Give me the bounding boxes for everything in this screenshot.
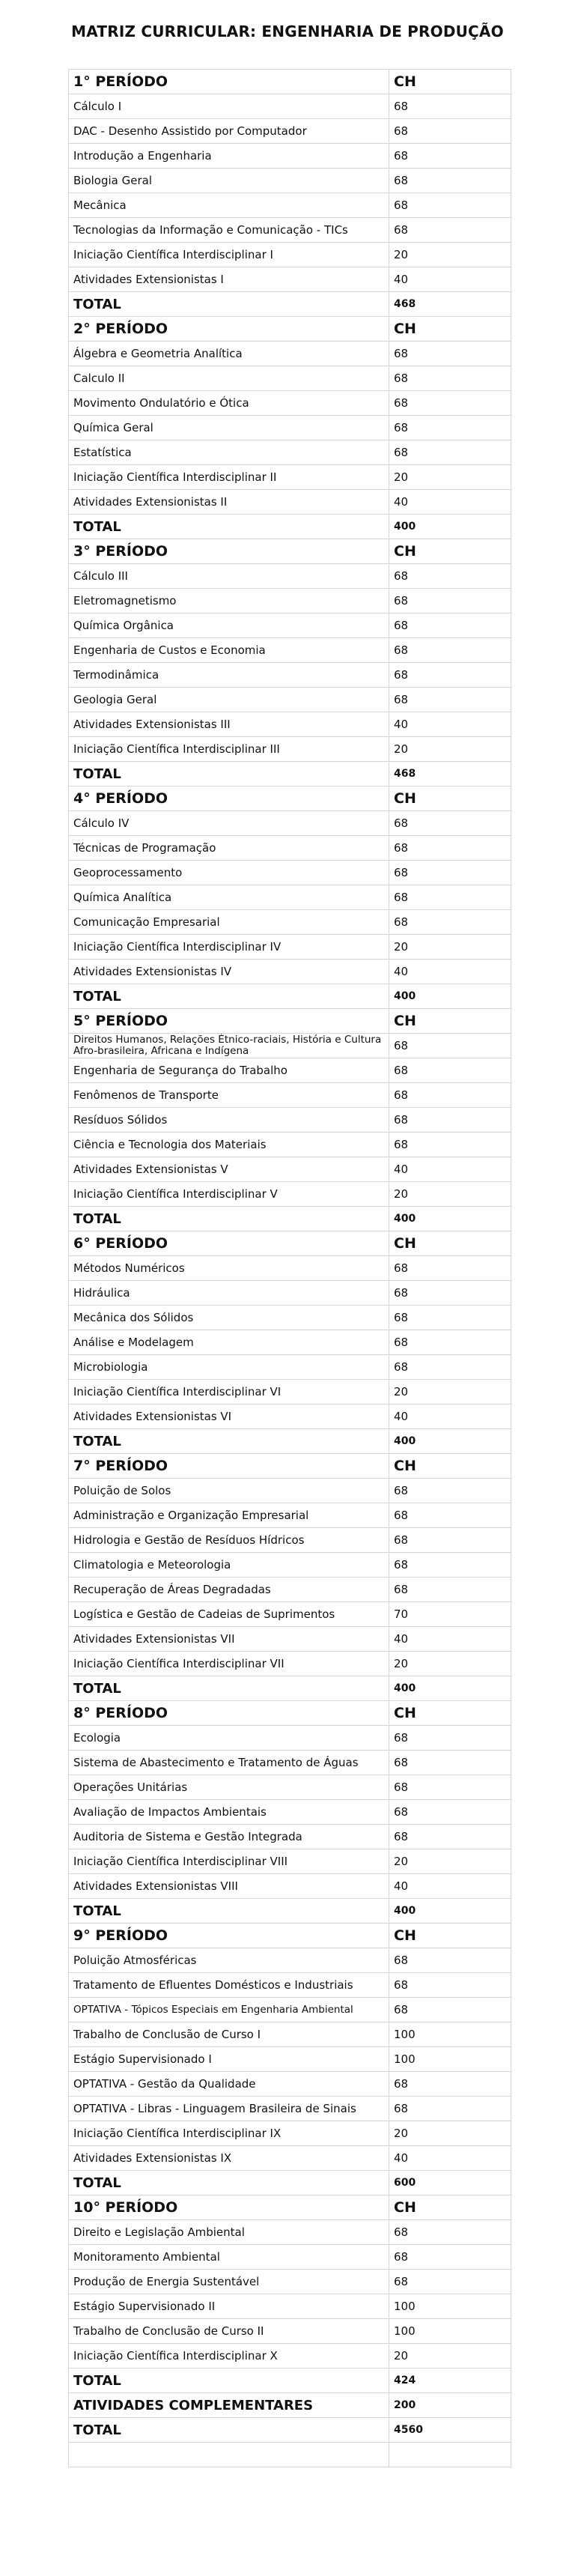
period-header-row (69, 1701, 511, 1726)
table-row (69, 1775, 511, 1800)
credit-hours: 68 (389, 1800, 511, 1825)
table-row (69, 589, 511, 613)
subject-name: Iniciação Científica Interdisciplinar I (69, 243, 389, 267)
ch-header: CH (389, 787, 511, 811)
subject-name: Atividades Extensionistas VII (69, 1627, 389, 1652)
table-row (69, 1306, 511, 1330)
credit-hours: 20 (389, 2121, 511, 2146)
subject-name: Trabalho de Conclusão de Curso I (69, 2022, 389, 2047)
ch-header: CH (389, 1231, 511, 1256)
credit-hours: 100 (389, 2294, 511, 2319)
ch-header: CH (389, 1701, 511, 1726)
credit-hours: 68 (389, 688, 511, 712)
credit-hours: 40 (389, 2146, 511, 2171)
table-row (69, 1157, 511, 1182)
credit-hours: 20 (389, 1849, 511, 1874)
table-row (69, 2245, 511, 2270)
period-title: 8° PERÍODO (69, 1701, 389, 1726)
table-row (69, 2294, 511, 2319)
period-title: 3° PERÍODO (69, 539, 389, 564)
table-row (69, 1948, 511, 1973)
credit-hours: 40 (389, 1627, 511, 1652)
total-label: TOTAL (69, 984, 389, 1009)
period-title: 9° PERÍODO (69, 1924, 389, 1948)
subject-name: Poluição de Solos (69, 1479, 389, 1503)
period-header-row (69, 1924, 511, 1948)
subject-name: Biologia Geral (69, 169, 389, 193)
subject-name: Atividades Extensionistas VI (69, 1404, 389, 1429)
credit-hours: 68 (389, 1825, 511, 1849)
subject-name: Atividades Extensionistas II (69, 490, 389, 515)
total-row (69, 515, 511, 539)
table-row (69, 366, 511, 391)
subject-name: Técnicas de Programação (69, 836, 389, 861)
subject-name: Mecânica dos Sólidos (69, 1306, 389, 1330)
period-title: 10° PERÍODO (69, 2195, 389, 2220)
ch-header: CH (389, 317, 511, 342)
table-row (69, 94, 511, 119)
credit-hours: 68 (389, 2270, 511, 2294)
table-row (69, 243, 511, 267)
total-label: ATIVIDADES COMPLEMENTARES (69, 2393, 389, 2418)
subject-name: Logística e Gestão de Cadeias de Suprimentos (69, 1602, 389, 1627)
credit-hours: 68 (389, 218, 511, 243)
credit-hours: 68 (389, 1726, 511, 1751)
table-row (69, 712, 511, 737)
table-row (69, 465, 511, 490)
credit-hours: 68 (389, 2072, 511, 2097)
table-row (69, 935, 511, 960)
table-row (69, 1726, 511, 1751)
subject-name: Monitoramento Ambiental (69, 2245, 389, 2270)
subject-name: Atividades Extensionistas I (69, 267, 389, 292)
subject-name: Química Orgânica (69, 613, 389, 638)
subject-name: Microbiologia (69, 1355, 389, 1380)
subject-name: Análise e Modelagem (69, 1330, 389, 1355)
table-row (69, 1182, 511, 1207)
credit-hours: 68 (389, 1553, 511, 1578)
credit-hours: 20 (389, 243, 511, 267)
credit-hours: 40 (389, 712, 511, 737)
subject-name: Iniciação Científica Interdisciplinar II (69, 465, 389, 490)
credit-hours: 68 (389, 1034, 511, 1058)
subject-name: Tecnologias da Informação e Comunicação - TICs (69, 218, 389, 243)
subject-name: Geoprocessamento (69, 861, 389, 885)
subject-name: Poluição Atmosféricas (69, 1948, 389, 1973)
subject-name: Auditoria de Sistema e Gestão Integrada (69, 1825, 389, 1849)
period-header-row (69, 1009, 511, 1034)
table-row (69, 169, 511, 193)
subject-name: Resíduos Sólidos (69, 1108, 389, 1133)
table-row (69, 960, 511, 984)
total-row (69, 1207, 511, 1231)
credit-hours: 68 (389, 119, 511, 144)
table-row (69, 1973, 511, 1998)
subject-name: Hidrologia e Gestão de Resíduos Hídricos (69, 1528, 389, 1553)
total-label: TOTAL (69, 2369, 389, 2393)
period-header-row (69, 1454, 511, 1479)
credit-hours: 68 (389, 1306, 511, 1330)
table-row (69, 688, 511, 712)
subject-name: Atividades Extensionistas IV (69, 960, 389, 984)
credit-hours: 100 (389, 2319, 511, 2344)
credit-hours: 40 (389, 960, 511, 984)
table-row (69, 1849, 511, 1874)
credit-hours: 68 (389, 1355, 511, 1380)
table-row (69, 1355, 511, 1380)
subject-name: Produção de Energia Sustentável (69, 2270, 389, 2294)
table-row (69, 1404, 511, 1429)
credit-hours: 68 (389, 2097, 511, 2121)
total-hours: 468 (389, 292, 511, 317)
subject-name: Ecologia (69, 1726, 389, 1751)
ch-header: CH (389, 2195, 511, 2220)
subject-name: Cálculo III (69, 564, 389, 589)
credit-hours: 20 (389, 935, 511, 960)
credit-hours: 20 (389, 1652, 511, 1676)
subject-name: Iniciação Científica Interdisciplinar IX (69, 2121, 389, 2146)
period-title: 6° PERÍODO (69, 1231, 389, 1256)
table-row (69, 1627, 511, 1652)
table-row (69, 490, 511, 515)
table-row (69, 2146, 511, 2171)
credit-hours: 68 (389, 1133, 511, 1157)
subject-name: Ciência e Tecnologia dos Materiais (69, 1133, 389, 1157)
subject-name: Atividades Extensionistas VIII (69, 1874, 389, 1899)
table-row (69, 342, 511, 366)
credit-hours (389, 2443, 511, 2467)
period-header-row (69, 2195, 511, 2220)
table-row (69, 1998, 511, 2022)
credit-hours: 68 (389, 663, 511, 688)
credit-hours: 68 (389, 342, 511, 366)
table-row (69, 1034, 511, 1058)
table-row (69, 1281, 511, 1306)
subject-name: Cálculo IV (69, 811, 389, 836)
credit-hours: 68 (389, 144, 511, 169)
total-row (69, 1899, 511, 1924)
table-row (69, 440, 511, 465)
subject-name: Trabalho de Conclusão de Curso II (69, 2319, 389, 2344)
credit-hours: 40 (389, 1874, 511, 1899)
table-row (69, 613, 511, 638)
total-label: TOTAL (69, 1676, 389, 1701)
total-row (69, 2171, 511, 2195)
credit-hours: 20 (389, 1182, 511, 1207)
period-title: 1° PERÍODO (69, 70, 389, 94)
credit-hours: 68 (389, 1973, 511, 1998)
credit-hours: 68 (389, 169, 511, 193)
period-title: 5° PERÍODO (69, 1009, 389, 1034)
total-row (69, 1429, 511, 1454)
table-row (69, 1058, 511, 1083)
credit-hours: 68 (389, 1751, 511, 1775)
credit-hours: 68 (389, 910, 511, 935)
total-hours: 600 (389, 2171, 511, 2195)
subject-name: OPTATIVA - Tópicos Especiais em Engenharia Ambiental (69, 1998, 389, 2022)
credit-hours: 68 (389, 564, 511, 589)
total-hours: 400 (389, 515, 511, 539)
total-label: TOTAL (69, 1429, 389, 1454)
ch-header: CH (389, 70, 511, 94)
table-row (69, 638, 511, 663)
table-row (69, 391, 511, 416)
table-row (69, 1380, 511, 1404)
table-row (69, 1553, 511, 1578)
ch-header: CH (389, 1924, 511, 1948)
table-row (69, 193, 511, 218)
table-row (69, 144, 511, 169)
total-row (69, 292, 511, 317)
credit-hours: 68 (389, 1479, 511, 1503)
credit-hours: 68 (389, 1108, 511, 1133)
table-row (69, 218, 511, 243)
total-label: TOTAL (69, 1899, 389, 1924)
credit-hours: 68 (389, 2245, 511, 2270)
empty-row (69, 2443, 511, 2467)
subject-name: Mecânica (69, 193, 389, 218)
credit-hours: 68 (389, 440, 511, 465)
credit-hours: 68 (389, 1058, 511, 1083)
period-title: 4° PERÍODO (69, 787, 389, 811)
table-row (69, 2072, 511, 2097)
total-hours: 400 (389, 1676, 511, 1701)
table-row (69, 1503, 511, 1528)
subject-name: Engenharia de Segurança do Trabalho (69, 1058, 389, 1083)
table-row (69, 737, 511, 762)
total-hours: 424 (389, 2369, 511, 2393)
subject-name: Engenharia de Custos e Economia (69, 638, 389, 663)
total-label: TOTAL (69, 515, 389, 539)
table-row (69, 2022, 511, 2047)
page-title: MATRIZ CURRICULAR: ENGENHARIA DE PRODUÇÃO (71, 22, 504, 40)
credit-hours: 100 (389, 2047, 511, 2072)
credit-hours: 20 (389, 465, 511, 490)
table-row (69, 2047, 511, 2072)
table-row (69, 1652, 511, 1676)
subject-name: Atividades Extensionistas III (69, 712, 389, 737)
total-row (69, 2418, 511, 2443)
table-row (69, 1578, 511, 1602)
period-title: 7° PERÍODO (69, 1454, 389, 1479)
period-header-row (69, 70, 511, 94)
ch-header: CH (389, 1454, 511, 1479)
subject-name: Iniciação Científica Interdisciplinar III (69, 737, 389, 762)
total-row (69, 762, 511, 787)
subject-name: Iniciação Científica Interdisciplinar V (69, 1182, 389, 1207)
subject-name: Química Geral (69, 416, 389, 440)
period-header-row (69, 787, 511, 811)
credit-hours: 68 (389, 193, 511, 218)
subject-name: Iniciação Científica Interdisciplinar VII (69, 1652, 389, 1676)
table-row (69, 1800, 511, 1825)
total-hours: 468 (389, 762, 511, 787)
credit-hours: 68 (389, 391, 511, 416)
subject-name: Cálculo I (69, 94, 389, 119)
subject-name: Introdução a Engenharia (69, 144, 389, 169)
table-row (69, 861, 511, 885)
credit-hours: 68 (389, 1948, 511, 1973)
ch-header: CH (389, 539, 511, 564)
total-hours: 4560 (389, 2418, 511, 2443)
credit-hours: 20 (389, 737, 511, 762)
table-row (69, 2270, 511, 2294)
total-hours: 400 (389, 1207, 511, 1231)
subject-name: Iniciação Científica Interdisciplinar X (69, 2344, 389, 2369)
subject-name: Comunicação Empresarial (69, 910, 389, 935)
credit-hours: 68 (389, 2220, 511, 2245)
period-header-row (69, 1231, 511, 1256)
ch-header: CH (389, 1009, 511, 1034)
table-row (69, 2319, 511, 2344)
credit-hours: 68 (389, 1256, 511, 1281)
table-row (69, 1751, 511, 1775)
credit-hours: 40 (389, 1157, 511, 1182)
total-row (69, 984, 511, 1009)
table-row (69, 1602, 511, 1627)
credit-hours: 68 (389, 1503, 511, 1528)
total-label: TOTAL (69, 762, 389, 787)
credit-hours: 40 (389, 267, 511, 292)
subject-name: Eletromagnetismo (69, 589, 389, 613)
total-hours: 400 (389, 1899, 511, 1924)
total-row (69, 1676, 511, 1701)
subject-name: Movimento Ondulatório e Ótica (69, 391, 389, 416)
credit-hours: 68 (389, 811, 511, 836)
subject-name: Avaliação de Impactos Ambientais (69, 1800, 389, 1825)
credit-hours: 68 (389, 861, 511, 885)
subject-name: Geologia Geral (69, 688, 389, 712)
table-row (69, 811, 511, 836)
period-header-row (69, 317, 511, 342)
total-label: TOTAL (69, 1207, 389, 1231)
total-hours: 400 (389, 984, 511, 1009)
credit-hours: 40 (389, 490, 511, 515)
subject-name: Fenômenos de Transporte (69, 1083, 389, 1108)
table-row (69, 1083, 511, 1108)
table-row (69, 2121, 511, 2146)
table-row (69, 885, 511, 910)
total-hours: 400 (389, 1429, 511, 1454)
table-row (69, 910, 511, 935)
subject-name: DAC - Desenho Assistido por Computador (69, 119, 389, 144)
table-row (69, 836, 511, 861)
table-row (69, 1256, 511, 1281)
table-row (69, 1330, 511, 1355)
subject-name: Iniciação Científica Interdisciplinar VIII (69, 1849, 389, 1874)
subject-name: Química Analítica (69, 885, 389, 910)
credit-hours: 68 (389, 94, 511, 119)
subject-name: Iniciação Científica Interdisciplinar VI (69, 1380, 389, 1404)
total-row (69, 2369, 511, 2393)
credit-hours: 68 (389, 638, 511, 663)
table-row (69, 2344, 511, 2369)
credit-hours: 70 (389, 1602, 511, 1627)
credit-hours: 68 (389, 1578, 511, 1602)
credit-hours: 68 (389, 589, 511, 613)
subject-name: Métodos Numéricos (69, 1256, 389, 1281)
subject-name: Atividades Extensionistas IX (69, 2146, 389, 2171)
table-row (69, 119, 511, 144)
table-row (69, 1133, 511, 1157)
subject-name: Tratamento de Efluentes Domésticos e Industriais (69, 1973, 389, 1998)
curriculum-table (68, 69, 511, 2467)
subject-name: OPTATIVA - Libras - Linguagem Brasileira de Sinais (69, 2097, 389, 2121)
credit-hours: 68 (389, 613, 511, 638)
table-row (69, 663, 511, 688)
table-row (69, 1825, 511, 1849)
subject-name: Iniciação Científica Interdisciplinar IV (69, 935, 389, 960)
total-label: TOTAL (69, 292, 389, 317)
table-row (69, 1108, 511, 1133)
subject-name: Calculo II (69, 366, 389, 391)
period-title: 2° PERÍODO (69, 317, 389, 342)
table-row (69, 267, 511, 292)
total-label: TOTAL (69, 2418, 389, 2443)
credit-hours: 68 (389, 885, 511, 910)
subject-name: OPTATIVA - Gestão da Qualidade (69, 2072, 389, 2097)
subject-name (69, 2443, 389, 2467)
table-row (69, 564, 511, 589)
credit-hours: 20 (389, 2344, 511, 2369)
table-row (69, 2097, 511, 2121)
subject-name: Álgebra e Geometria Analítica (69, 342, 389, 366)
subject-name: Hidráulica (69, 1281, 389, 1306)
table-row (69, 1874, 511, 1899)
period-header-row (69, 539, 511, 564)
credit-hours: 68 (389, 1528, 511, 1553)
credit-hours: 68 (389, 416, 511, 440)
subject-name: Direito e Legislação Ambiental (69, 2220, 389, 2245)
subject-name: Direitos Humanos, Relações Étnico-raciais, História e Cultura Afro-brasileira, Africana e Indígena (69, 1034, 389, 1058)
subject-name: Recuperação de Áreas Degradadas (69, 1578, 389, 1602)
subject-name: Estatística (69, 440, 389, 465)
credit-hours: 100 (389, 2022, 511, 2047)
table-row (69, 416, 511, 440)
credit-hours: 68 (389, 1330, 511, 1355)
subject-name: Atividades Extensionistas V (69, 1157, 389, 1182)
subject-name: Estágio Supervisionado II (69, 2294, 389, 2319)
total-hours: 200 (389, 2393, 511, 2418)
credit-hours: 40 (389, 1404, 511, 1429)
credit-hours: 68 (389, 836, 511, 861)
table-row (69, 2220, 511, 2245)
subject-name: Sistema de Abastecimento e Tratamento de Águas (69, 1751, 389, 1775)
total-row (69, 2393, 511, 2418)
subject-name: Termodinâmica (69, 663, 389, 688)
curriculum-table-body (69, 70, 511, 2467)
subject-name: Operações Unitárias (69, 1775, 389, 1800)
credit-hours: 68 (389, 1083, 511, 1108)
credit-hours: 68 (389, 1281, 511, 1306)
table-row (69, 1479, 511, 1503)
credit-hours: 68 (389, 366, 511, 391)
credit-hours: 68 (389, 1998, 511, 2022)
table-row (69, 1528, 511, 1553)
subject-name: Estágio Supervisionado I (69, 2047, 389, 2072)
subject-name: Climatologia e Meteorologia (69, 1553, 389, 1578)
total-label: TOTAL (69, 2171, 389, 2195)
subject-name: Administração e Organização Empresarial (69, 1503, 389, 1528)
credit-hours: 68 (389, 1775, 511, 1800)
credit-hours: 20 (389, 1380, 511, 1404)
